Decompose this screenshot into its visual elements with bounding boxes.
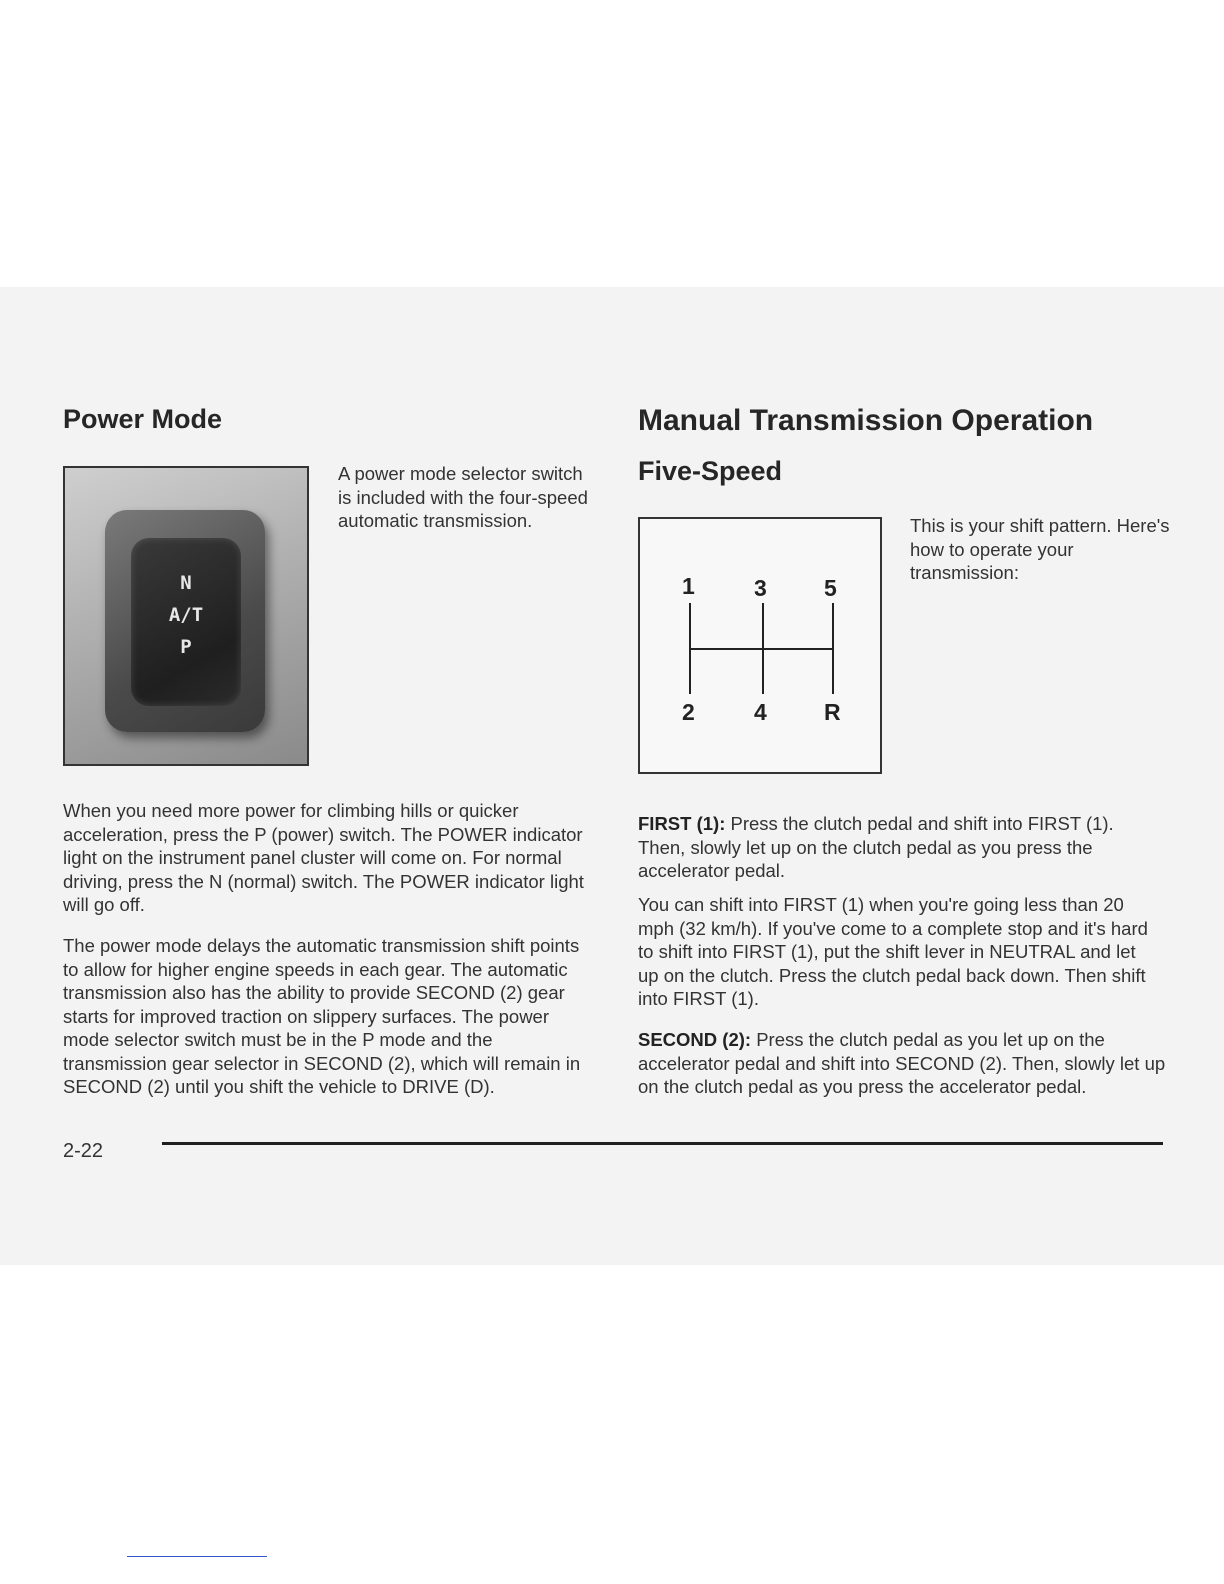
page-number: 2-22	[63, 1140, 104, 1162]
shift-pattern-intro: This is your shift pattern. Here's how to operate your transmission:	[910, 515, 1170, 583]
bottom-link-underline	[127, 1556, 267, 1557]
five-speed-heading: Five-Speed	[638, 456, 783, 486]
gear-4-label: 4	[754, 699, 767, 725]
shift-pattern-diagram	[638, 517, 882, 774]
switch-label-p: P	[180, 636, 192, 658]
power-mode-switch-photo	[63, 466, 309, 766]
first-gear-text: Press the clutch pedal and shift into FIRST (1). Then, slowly let up on the clutch pedal as you press the accelerator pedal.	[638, 813, 1114, 881]
second-gear-label: SECOND (2):	[638, 1029, 752, 1050]
switch-label-at: A/T	[168, 604, 204, 626]
footer-rule	[162, 1142, 1163, 1145]
switch-bezel	[105, 510, 265, 732]
first-gear-paragraph-2: You can shift into FIRST (1) when you're going less than 20 mph (32 km/h). If you've come to a complete stop and it's hard to shift into FIRST (1), put the shift lever in NEUTRAL and let up on the clutch. Press the clutch pedal back down. Then shift into FIRST (1).	[638, 894, 1148, 1009]
first-gear-paragraph	[638, 812, 1158, 883]
second-gear-text: Press the clutch pedal as you let up on the accelerator pedal and shift into SECOND (2). Then, slowly let up on the clutch pedal as you press the accelerator pedal.	[638, 1029, 1166, 1097]
gear-2-label: 2	[682, 699, 695, 725]
switch-label-n: N	[180, 572, 192, 594]
power-mode-intro: A power mode selector switch is included with the four-speed automatic transmission.	[338, 463, 588, 531]
shift-pattern-lines	[640, 519, 880, 772]
power-mode-heading: Power Mode	[63, 404, 223, 434]
second-gear-paragraph	[638, 1028, 1168, 1099]
first-gear-label: FIRST (1):	[638, 813, 726, 834]
gear-r-label: R	[824, 699, 841, 725]
gear-3-label: 3	[754, 575, 767, 601]
power-mode-paragraph-1: When you need more power for climbing hills or quicker acceleration, press the P (power) switch. The POWER indicator light on the instrument panel cluster will come on. For normal driving, press the N (normal) switch. The POWER indicator light will go off.	[63, 800, 584, 915]
gear-1-label: 1	[682, 573, 695, 599]
switch-button	[131, 538, 241, 706]
power-mode-paragraph-2: The power mode delays the automatic transmission shift points to allow for higher engine speeds in each gear. The automatic transmission also has the ability to provide SECOND (2) gear starts for improved traction on slippery surfaces. The power mode selector switch must be in the P mode and the transmission gear selector in SECOND (2), which will remain in SECOND (2) until you shift the vehicle to DRIVE (D).	[63, 935, 581, 1097]
gear-5-label: 5	[824, 575, 837, 601]
manual-transmission-heading: Manual Transmission Operation	[638, 404, 1094, 437]
